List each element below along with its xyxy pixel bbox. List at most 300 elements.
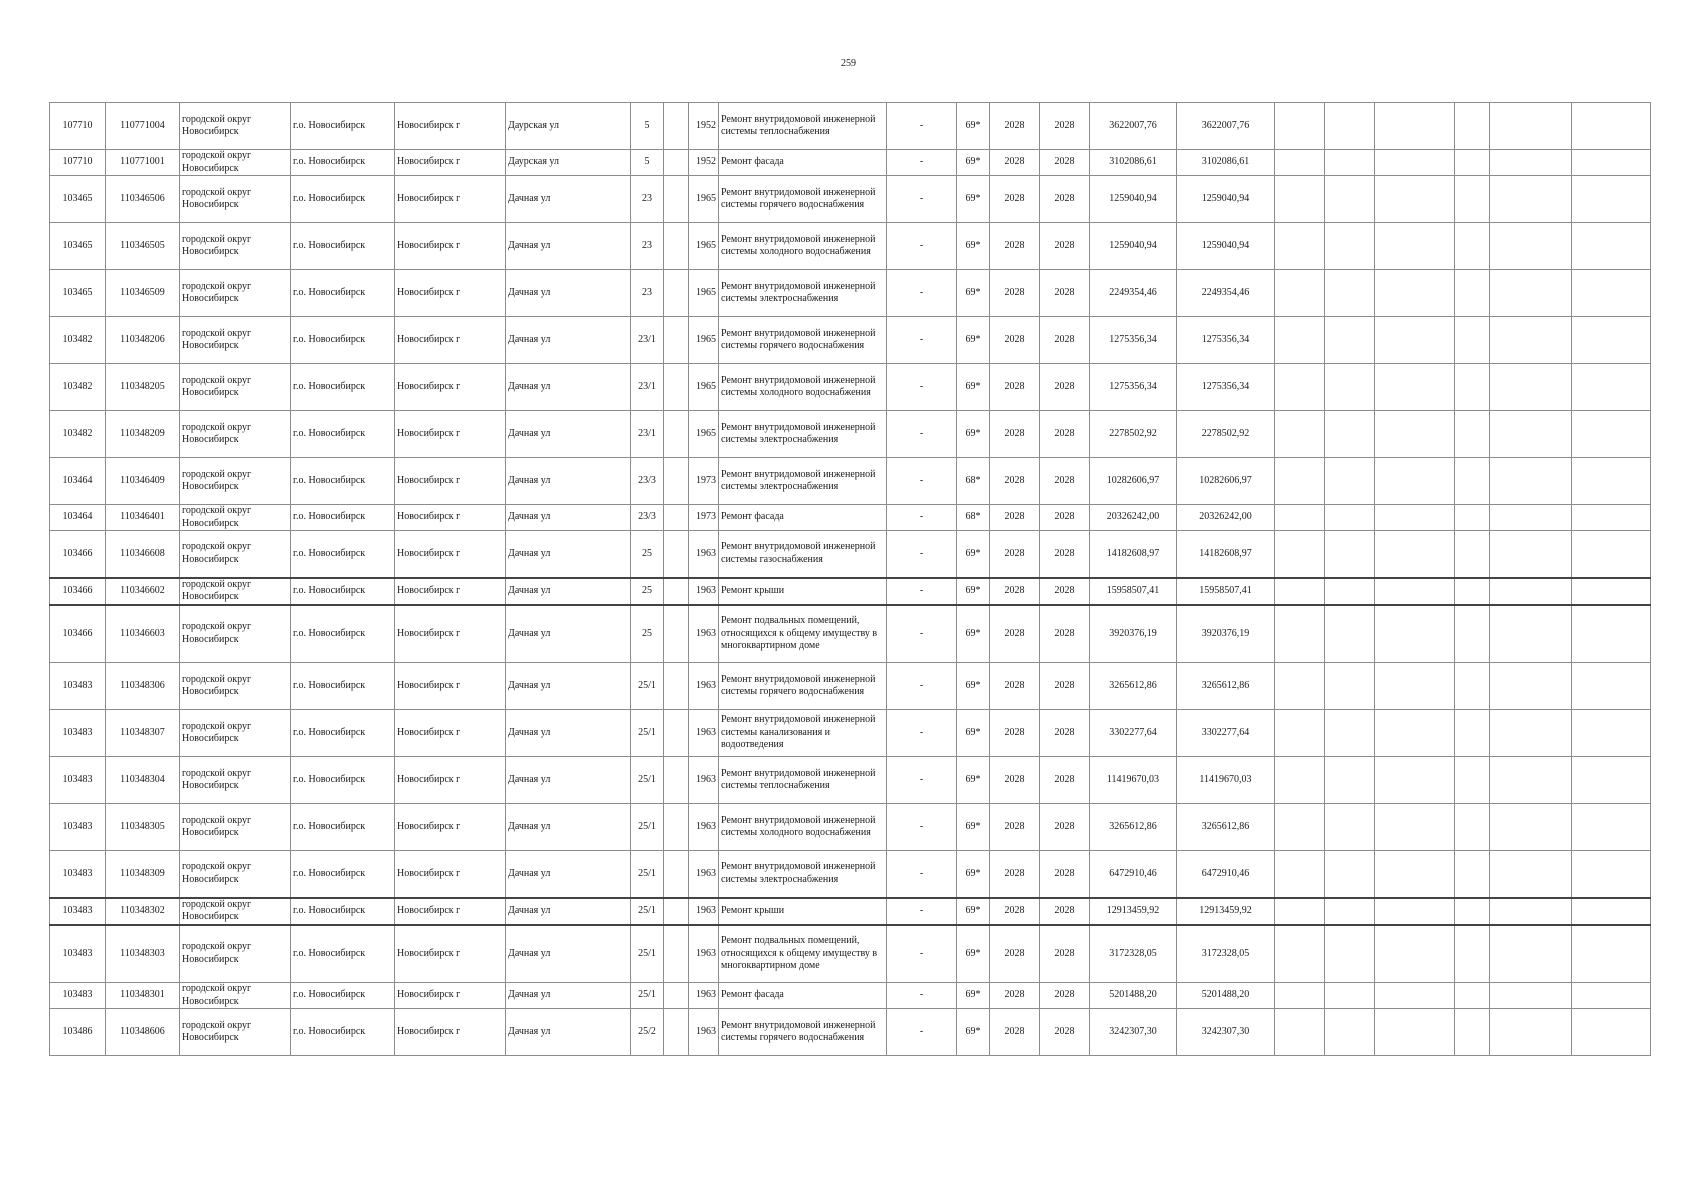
cell-total: 3302277,64 (1177, 710, 1275, 757)
cell-wear-percent: 69* (957, 983, 990, 1009)
cell-district: городской округ Новосибирск (180, 317, 291, 364)
cell-plan-start: 2028 (990, 176, 1040, 223)
cell-empty (1572, 223, 1651, 270)
cell-wear-percent: 69* (957, 710, 990, 757)
cell-empty (1325, 411, 1375, 458)
cell-empty (1572, 578, 1651, 605)
cell-dash: - (887, 605, 957, 663)
table-row (50, 663, 1651, 710)
cell-plan-start: 2028 (990, 851, 1040, 898)
cell-build-year: 1965 (689, 270, 719, 317)
cell-total: 12913459,92 (1177, 898, 1275, 925)
table-row (50, 851, 1651, 898)
cell-plan-end: 2028 (1040, 804, 1090, 851)
cell-empty (1490, 317, 1572, 364)
cell-wear-percent: 69* (957, 364, 990, 411)
cell-empty (1275, 458, 1325, 505)
cell-dash: - (887, 757, 957, 804)
cell-street: Дачная ул (506, 925, 631, 983)
cell-object-id: 103482 (50, 411, 106, 458)
cell-build-year: 1973 (689, 458, 719, 505)
cell-empty (664, 317, 689, 364)
cell-house-number: 23/1 (631, 317, 664, 364)
cell-work-code: 110348304 (106, 757, 180, 804)
cell-district: городской округ Новосибирск (180, 458, 291, 505)
cell-empty (1572, 270, 1651, 317)
cell-work-type: Ремонт внутридомовой инженерной системы электроснабжения (719, 851, 887, 898)
table-body (50, 103, 1651, 1056)
cell-street: Даурская ул (506, 103, 631, 150)
cell-empty (1325, 176, 1375, 223)
cell-plan-start: 2028 (990, 458, 1040, 505)
cell-wear-percent: 69* (957, 578, 990, 605)
cell-dash: - (887, 804, 957, 851)
cell-work-code: 110346505 (106, 223, 180, 270)
cell-empty (1490, 925, 1572, 983)
cell-build-year: 1963 (689, 710, 719, 757)
cell-empty (1275, 411, 1325, 458)
cell-wear-percent: 69* (957, 663, 990, 710)
cell-empty (1375, 411, 1455, 458)
cell-build-year: 1963 (689, 1009, 719, 1056)
cell-work-type: Ремонт внутридомовой инженерной системы теплоснабжения (719, 757, 887, 804)
cell-build-year: 1963 (689, 605, 719, 663)
cell-object-id: 103465 (50, 270, 106, 317)
cell-work-code: 110348307 (106, 710, 180, 757)
cell-district: городской округ Новосибирск (180, 983, 291, 1009)
cell-total: 1259040,94 (1177, 176, 1275, 223)
cell-total: 11419670,03 (1177, 757, 1275, 804)
cell-cost: 1275356,34 (1090, 317, 1177, 364)
cell-wear-percent: 69* (957, 1009, 990, 1056)
cell-house-number: 5 (631, 150, 664, 176)
cell-object-id: 103483 (50, 804, 106, 851)
cell-work-type: Ремонт внутридомовой инженерной системы электроснабжения (719, 458, 887, 505)
cell-empty (1455, 851, 1490, 898)
cell-street: Дачная ул (506, 710, 631, 757)
cell-plan-end: 2028 (1040, 898, 1090, 925)
cell-locality: Новосибирск г (395, 578, 506, 605)
cell-district: городской округ Новосибирск (180, 578, 291, 605)
cell-empty (1490, 223, 1572, 270)
cell-empty (1572, 898, 1651, 925)
cell-empty (1375, 317, 1455, 364)
cell-dash: - (887, 176, 957, 223)
cell-work-code: 110348205 (106, 364, 180, 411)
cell-empty (1572, 757, 1651, 804)
cell-municipality: г.о. Новосибирск (291, 851, 395, 898)
cell-empty (1490, 804, 1572, 851)
table-row (50, 364, 1651, 411)
cell-district: городской округ Новосибирск (180, 1009, 291, 1056)
cell-empty (664, 176, 689, 223)
cell-plan-end: 2028 (1040, 925, 1090, 983)
cell-empty (1490, 605, 1572, 663)
cell-object-id: 103482 (50, 317, 106, 364)
cell-plan-end: 2028 (1040, 710, 1090, 757)
cell-house-number: 25/1 (631, 898, 664, 925)
cell-plan-start: 2028 (990, 223, 1040, 270)
cell-cost: 1259040,94 (1090, 223, 1177, 270)
cell-empty (1455, 176, 1490, 223)
cell-total: 5201488,20 (1177, 983, 1275, 1009)
table-row (50, 458, 1651, 505)
cell-empty (1275, 605, 1325, 663)
cell-district: городской округ Новосибирск (180, 505, 291, 531)
cell-object-id: 103465 (50, 223, 106, 270)
cell-empty (1572, 1009, 1651, 1056)
cell-empty (664, 851, 689, 898)
cell-empty (664, 757, 689, 804)
cell-empty (1275, 505, 1325, 531)
cell-district: городской округ Новосибирск (180, 925, 291, 983)
cell-plan-start: 2028 (990, 710, 1040, 757)
cell-empty (1275, 103, 1325, 150)
cell-empty (664, 411, 689, 458)
cell-locality: Новосибирск г (395, 757, 506, 804)
cell-empty (1572, 411, 1651, 458)
cell-municipality: г.о. Новосибирск (291, 505, 395, 531)
cell-locality: Новосибирск г (395, 531, 506, 578)
cell-work-code: 110771004 (106, 103, 180, 150)
cell-wear-percent: 69* (957, 176, 990, 223)
cell-house-number: 23/3 (631, 505, 664, 531)
cell-wear-percent: 69* (957, 757, 990, 804)
table-row (50, 223, 1651, 270)
cell-wear-percent: 69* (957, 925, 990, 983)
cell-dash: - (887, 364, 957, 411)
cell-wear-percent: 69* (957, 804, 990, 851)
cell-empty (1375, 605, 1455, 663)
cell-empty (1275, 663, 1325, 710)
cell-empty (1572, 851, 1651, 898)
cell-dash: - (887, 103, 957, 150)
cell-locality: Новосибирск г (395, 983, 506, 1009)
table-row (50, 925, 1651, 983)
cell-build-year: 1973 (689, 505, 719, 531)
cell-empty (1490, 898, 1572, 925)
cell-cost: 3265612,86 (1090, 804, 1177, 851)
cell-empty (1375, 364, 1455, 411)
cell-total: 6472910,46 (1177, 851, 1275, 898)
cell-street: Дачная ул (506, 898, 631, 925)
cell-plan-end: 2028 (1040, 1009, 1090, 1056)
cell-empty (1325, 804, 1375, 851)
cell-empty (1275, 176, 1325, 223)
cell-total: 3920376,19 (1177, 605, 1275, 663)
cell-empty (664, 578, 689, 605)
cell-empty (664, 898, 689, 925)
page-number: 259 (841, 58, 856, 69)
cell-cost: 2278502,92 (1090, 411, 1177, 458)
table-row (50, 270, 1651, 317)
cell-total: 3102086,61 (1177, 150, 1275, 176)
cell-empty (1275, 317, 1325, 364)
table-row (50, 983, 1651, 1009)
cell-work-code: 110346506 (106, 176, 180, 223)
cell-total: 2278502,92 (1177, 411, 1275, 458)
cell-empty (1455, 103, 1490, 150)
cell-district: городской округ Новосибирск (180, 605, 291, 663)
cell-street: Дачная ул (506, 176, 631, 223)
cell-municipality: г.о. Новосибирск (291, 458, 395, 505)
cell-street: Дачная ул (506, 411, 631, 458)
cell-municipality: г.о. Новосибирск (291, 804, 395, 851)
cell-cost: 6472910,46 (1090, 851, 1177, 898)
cell-build-year: 1963 (689, 757, 719, 804)
cell-empty (1375, 804, 1455, 851)
cell-house-number: 23/3 (631, 458, 664, 505)
cell-dash: - (887, 663, 957, 710)
cell-empty (1275, 710, 1325, 757)
cell-work-code: 110348209 (106, 411, 180, 458)
cell-cost: 3622007,76 (1090, 103, 1177, 150)
cell-empty (1375, 710, 1455, 757)
cell-empty (1375, 757, 1455, 804)
cell-empty (1375, 531, 1455, 578)
cell-dash: - (887, 458, 957, 505)
table-row (50, 150, 1651, 176)
cell-plan-end: 2028 (1040, 605, 1090, 663)
cell-locality: Новосибирск г (395, 663, 506, 710)
cell-municipality: г.о. Новосибирск (291, 317, 395, 364)
cell-total: 3172328,05 (1177, 925, 1275, 983)
table-row (50, 710, 1651, 757)
cell-work-code: 110348306 (106, 663, 180, 710)
cell-plan-end: 2028 (1040, 411, 1090, 458)
cell-empty (1325, 505, 1375, 531)
cell-empty (1572, 663, 1651, 710)
cell-house-number: 25 (631, 605, 664, 663)
cell-work-type: Ремонт внутридомовой инженерной системы горячего водоснабжения (719, 317, 887, 364)
cell-empty (664, 270, 689, 317)
cell-locality: Новосибирск г (395, 458, 506, 505)
cell-object-id: 103465 (50, 176, 106, 223)
cell-empty (1325, 223, 1375, 270)
cell-plan-start: 2028 (990, 270, 1040, 317)
cell-empty (1375, 983, 1455, 1009)
cell-empty (1455, 898, 1490, 925)
cell-build-year: 1965 (689, 364, 719, 411)
cell-empty (1325, 710, 1375, 757)
cell-object-id: 103482 (50, 364, 106, 411)
cell-work-code: 110346409 (106, 458, 180, 505)
cell-empty (1490, 757, 1572, 804)
cell-empty (1275, 364, 1325, 411)
cell-build-year: 1963 (689, 851, 719, 898)
cell-work-code: 110348303 (106, 925, 180, 983)
cell-dash: - (887, 578, 957, 605)
cell-locality: Новосибирск г (395, 103, 506, 150)
cell-empty (1572, 364, 1651, 411)
table-row (50, 176, 1651, 223)
cell-street: Дачная ул (506, 505, 631, 531)
cell-object-id: 103466 (50, 578, 106, 605)
cell-dash: - (887, 925, 957, 983)
cell-plan-start: 2028 (990, 804, 1040, 851)
cell-house-number: 25/1 (631, 804, 664, 851)
cell-empty (1455, 505, 1490, 531)
cell-plan-start: 2028 (990, 983, 1040, 1009)
table-row (50, 804, 1651, 851)
cell-street: Дачная ул (506, 851, 631, 898)
cell-empty (664, 458, 689, 505)
cell-empty (1490, 710, 1572, 757)
cell-wear-percent: 68* (957, 505, 990, 531)
cell-empty (1375, 1009, 1455, 1056)
cell-district: городской округ Новосибирск (180, 851, 291, 898)
cell-dash: - (887, 411, 957, 458)
cell-object-id: 103483 (50, 757, 106, 804)
cell-work-code: 110346603 (106, 605, 180, 663)
cell-empty (1490, 176, 1572, 223)
cell-house-number: 25/1 (631, 983, 664, 1009)
cell-build-year: 1965 (689, 176, 719, 223)
cell-work-code: 110346608 (106, 531, 180, 578)
cell-empty (1275, 531, 1325, 578)
cell-cost: 1275356,34 (1090, 364, 1177, 411)
cell-wear-percent: 69* (957, 605, 990, 663)
cell-dash: - (887, 898, 957, 925)
cell-locality: Новосибирск г (395, 710, 506, 757)
table-row (50, 505, 1651, 531)
cell-house-number: 23 (631, 270, 664, 317)
cell-object-id: 103483 (50, 898, 106, 925)
cell-locality: Новосибирск г (395, 505, 506, 531)
cell-empty (1325, 458, 1375, 505)
cell-district: городской округ Новосибирск (180, 757, 291, 804)
cell-plan-start: 2028 (990, 757, 1040, 804)
cell-build-year: 1965 (689, 317, 719, 364)
cell-empty (1375, 103, 1455, 150)
cell-build-year: 1963 (689, 804, 719, 851)
cell-empty (1375, 851, 1455, 898)
cell-empty (1275, 983, 1325, 1009)
cell-wear-percent: 69* (957, 898, 990, 925)
cell-plan-end: 2028 (1040, 150, 1090, 176)
cell-locality: Новосибирск г (395, 851, 506, 898)
cell-build-year: 1965 (689, 223, 719, 270)
cell-work-type: Ремонт крыши (719, 898, 887, 925)
cell-empty (1455, 1009, 1490, 1056)
cell-empty (1325, 851, 1375, 898)
cell-municipality: г.о. Новосибирск (291, 983, 395, 1009)
cell-object-id: 103464 (50, 458, 106, 505)
cell-empty (1572, 605, 1651, 663)
table-row (50, 531, 1651, 578)
cell-empty (1490, 578, 1572, 605)
cell-locality: Новосибирск г (395, 150, 506, 176)
cell-plan-start: 2028 (990, 925, 1040, 983)
cell-plan-start: 2028 (990, 1009, 1040, 1056)
cell-street: Дачная ул (506, 458, 631, 505)
cell-municipality: г.о. Новосибирск (291, 223, 395, 270)
cell-house-number: 23 (631, 176, 664, 223)
cell-cost: 5201488,20 (1090, 983, 1177, 1009)
cell-empty (1490, 458, 1572, 505)
cell-empty (1325, 364, 1375, 411)
cell-plan-start: 2028 (990, 605, 1040, 663)
cell-street: Дачная ул (506, 223, 631, 270)
cell-district: городской округ Новосибирск (180, 270, 291, 317)
cell-district: городской округ Новосибирск (180, 411, 291, 458)
cell-object-id: 103483 (50, 983, 106, 1009)
cell-district: городской округ Новосибирск (180, 710, 291, 757)
cell-locality: Новосибирск г (395, 364, 506, 411)
cell-total: 14182608,97 (1177, 531, 1275, 578)
cell-district: городской округ Новосибирск (180, 364, 291, 411)
cell-empty (1375, 223, 1455, 270)
cell-dash: - (887, 531, 957, 578)
cell-plan-start: 2028 (990, 103, 1040, 150)
table-row (50, 317, 1651, 364)
cell-cost: 1259040,94 (1090, 176, 1177, 223)
cell-street: Дачная ул (506, 317, 631, 364)
cell-district: городской округ Новосибирск (180, 103, 291, 150)
table-row (50, 411, 1651, 458)
cell-cost: 3102086,61 (1090, 150, 1177, 176)
cell-locality: Новосибирск г (395, 317, 506, 364)
cell-house-number: 23 (631, 223, 664, 270)
cell-empty (1275, 578, 1325, 605)
cell-empty (664, 663, 689, 710)
cell-work-code: 110348206 (106, 317, 180, 364)
cell-municipality: г.о. Новосибирск (291, 150, 395, 176)
cell-empty (664, 925, 689, 983)
cell-work-code: 110771001 (106, 150, 180, 176)
cell-house-number: 25 (631, 578, 664, 605)
cell-locality: Новосибирск г (395, 411, 506, 458)
cell-empty (1455, 925, 1490, 983)
cell-house-number: 25/1 (631, 757, 664, 804)
cell-empty (1275, 898, 1325, 925)
cell-build-year: 1963 (689, 983, 719, 1009)
cell-empty (1455, 364, 1490, 411)
cell-empty (1455, 578, 1490, 605)
cell-house-number: 25/1 (631, 663, 664, 710)
cell-plan-end: 2028 (1040, 757, 1090, 804)
cell-empty (1325, 757, 1375, 804)
cell-municipality: г.о. Новосибирск (291, 710, 395, 757)
cell-empty (664, 710, 689, 757)
cell-wear-percent: 69* (957, 531, 990, 578)
cell-locality: Новосибирск г (395, 605, 506, 663)
cell-total: 10282606,97 (1177, 458, 1275, 505)
cell-plan-end: 2028 (1040, 983, 1090, 1009)
cell-wear-percent: 69* (957, 317, 990, 364)
cell-dash: - (887, 851, 957, 898)
cell-object-id: 103464 (50, 505, 106, 531)
cell-empty (1375, 578, 1455, 605)
cell-district: городской округ Новосибирск (180, 150, 291, 176)
cell-plan-end: 2028 (1040, 103, 1090, 150)
cell-wear-percent: 69* (957, 103, 990, 150)
cell-street: Дачная ул (506, 1009, 631, 1056)
cell-work-type: Ремонт внутридомовой инженерной системы горячего водоснабжения (719, 1009, 887, 1056)
cell-plan-end: 2028 (1040, 317, 1090, 364)
table-row (50, 757, 1651, 804)
cell-plan-end: 2028 (1040, 578, 1090, 605)
cell-empty (1275, 150, 1325, 176)
cell-empty (664, 605, 689, 663)
cell-house-number: 25/2 (631, 1009, 664, 1056)
cell-build-year: 1963 (689, 925, 719, 983)
cell-district: городской округ Новосибирск (180, 663, 291, 710)
cell-wear-percent: 69* (957, 851, 990, 898)
cell-work-code: 110348606 (106, 1009, 180, 1056)
cell-plan-end: 2028 (1040, 531, 1090, 578)
cell-empty (1275, 757, 1325, 804)
